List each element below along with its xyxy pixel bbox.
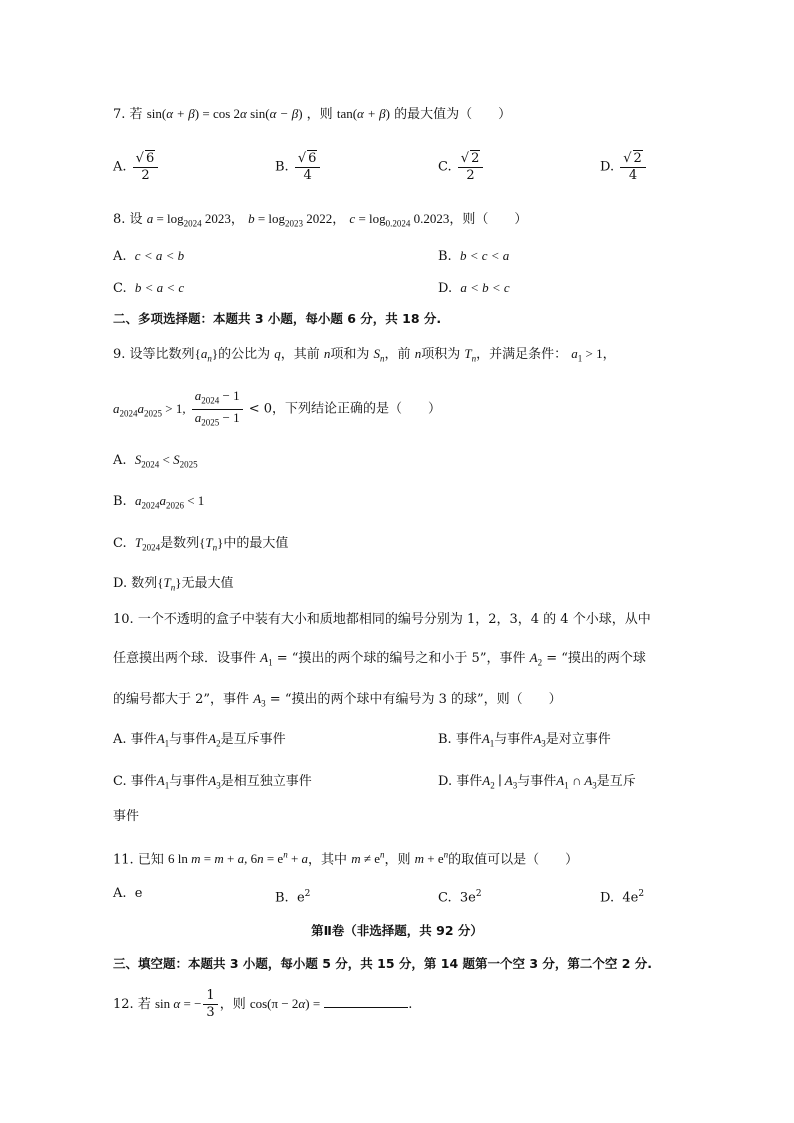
option-text: 与事件 [169, 774, 209, 789]
math-expression: $a_1 > 1$ [571, 346, 603, 364]
question-text: ，并满足条件： [476, 347, 568, 362]
fraction: $\frac{a_{2024} - 1}{a_{2025} - 1}$ [192, 388, 243, 430]
event-symbol: $A_1$ [260, 650, 273, 668]
option-label: A. [113, 249, 127, 264]
option-label: C. [113, 536, 127, 551]
question-text: 设 [129, 212, 143, 227]
question-text: = “摸出的两个球中有编号为 3 的球”，则（ [269, 692, 523, 707]
question-text: 的公比为 [218, 347, 271, 362]
event-symbol: $A_2$ ∣ $A_3$ [482, 773, 518, 791]
math-expression: sin(α + β) = cos 2α sin(α − β) [146, 106, 303, 121]
option-label: C. [113, 281, 127, 296]
option-text: 与事件 [494, 732, 534, 747]
option-text: 3e [459, 890, 476, 906]
question-text: 任意摸出两个球．设事件 [113, 651, 257, 666]
q8-option-d [438, 278, 510, 299]
option-exponent: 2 [304, 889, 311, 899]
q9-option-d [113, 573, 234, 598]
question-text: ，前 [384, 347, 411, 362]
option-label: D. [600, 159, 615, 175]
event-symbol: $A_3$ [253, 691, 266, 709]
fraction-denominator: 4 [628, 168, 638, 183]
question-10 [113, 610, 651, 630]
math-expression: $S_n$ [373, 346, 385, 364]
question-9 [113, 344, 616, 369]
question-number: 12. [113, 997, 134, 1012]
event-symbol: $A_1$ ∩ $A_3$ [556, 773, 597, 791]
math-expression: cos(π − 2α) = [249, 996, 321, 1011]
option-label: A. [113, 732, 127, 747]
log-base: 0.2024 [385, 218, 411, 229]
event-symbol: $A_2$ [529, 650, 543, 668]
math-expression: $a_{2024}a_{2025} > 1$, [113, 400, 186, 419]
question-11 [113, 845, 578, 870]
question-text: ） [498, 107, 512, 122]
event-symbol: $A_1$ [481, 731, 495, 749]
q8-option-a [113, 246, 184, 267]
math-expression: $m \ne e^n$ [351, 850, 385, 867]
option-label: D. [600, 890, 615, 906]
math-expression: 6 ln m = m + a, $6n = e^n + a$ [167, 850, 309, 867]
option-label: B. [275, 890, 289, 906]
fraction: $\frac{1}{3}$ [203, 988, 217, 1021]
question-text: ，则 [306, 107, 333, 122]
fraction-numerator: 2 [471, 151, 480, 166]
option-text: 事件 [456, 774, 483, 789]
option-text: 中的最大值 [223, 536, 289, 551]
event-symbol: $A_3$ [208, 773, 221, 791]
q10-option-d [438, 771, 636, 796]
option-text: 无最大值 [181, 576, 234, 591]
option-label: D. [113, 576, 128, 591]
question-text: ，则 [384, 852, 411, 868]
question-10-line-2 [113, 648, 646, 673]
question-8 [113, 209, 527, 234]
event-symbol: $A_3$ [533, 731, 546, 749]
option-text: 是互斥事件 [220, 732, 286, 747]
fraction-numerator: 6 [145, 151, 155, 166]
option-label: C. [438, 159, 452, 175]
q10-option-c [113, 771, 312, 796]
part-heading: 第Ⅱ卷（非选择题，共 92 分） [311, 923, 483, 938]
q11-option-b [275, 884, 310, 908]
fraction: $\frac{√ 2}{2}$ [458, 150, 484, 184]
q10-option-a [113, 729, 286, 754]
separator: ， [230, 212, 244, 227]
option-label: B. [438, 249, 452, 264]
option-text: 与事件 [517, 774, 557, 789]
question-number: 11. [113, 852, 134, 868]
math-expression: $a = \log_{2024} 2023$ [146, 211, 231, 229]
q9-option-a [113, 450, 198, 475]
event-symbol: $A_1$ [156, 731, 170, 749]
q11-option-d [600, 884, 644, 908]
q7-option-a [113, 150, 160, 184]
question-text: 已知 [137, 852, 164, 868]
q9-option-c [113, 533, 288, 558]
option-label: A. [113, 886, 127, 901]
fraction-numerator: 2 [633, 151, 642, 166]
question-text: ） [514, 212, 528, 227]
q11-option-c [438, 884, 482, 908]
math-expression: n [414, 346, 422, 361]
question-text: 项和为 [330, 347, 370, 362]
question-text: 的编号都大于 2”，事件 [113, 692, 250, 707]
log-argument: 0.2023 [413, 211, 450, 226]
question-text: ，其中 [308, 852, 348, 868]
question-text: ，其前 [280, 347, 320, 362]
fraction-numerator: 6 [308, 151, 317, 166]
question-text: ，下列结论正确的是（ [272, 401, 403, 417]
question-text: ） [428, 401, 442, 417]
question-9-line-2: $a_{2024}a_{2025} > 1$, $\frac{a_{2024} - 1}{a_{2025} - 1}$ < 0，下列结论正确的是（ ） [113, 388, 441, 430]
option-text: e [134, 886, 143, 901]
question-text: ） [548, 692, 562, 707]
math-expression: $b = \log_{2023} 2022$ [248, 211, 333, 229]
log-base: 2023 [285, 218, 304, 229]
q8-option-c [113, 278, 184, 299]
option-text: b < a < c [134, 280, 185, 295]
q11-option-a [113, 884, 143, 904]
section-heading: 二、多项选择题：本题共 3 小题，每小题 6 分，共 18 分. [113, 311, 442, 326]
fraction-denominator: 4 [303, 168, 312, 183]
q8-option-b [438, 246, 509, 267]
math-expression: tan(α + β) [336, 106, 390, 121]
option-text: 是对立事件 [545, 732, 611, 747]
math-expression: $\{T_n\}$ [157, 575, 182, 593]
q10-option-d-continued: 事件 [113, 809, 140, 824]
option-label: A. [113, 453, 127, 468]
question-text: 若 [129, 107, 143, 122]
math-expression: $\{a_n\}$ [194, 346, 219, 364]
period: . [408, 997, 413, 1012]
option-exponent: 2 [638, 889, 645, 899]
math-expression: sin α = − [154, 996, 202, 1011]
question-7 [113, 104, 511, 125]
question-text: 若 [137, 997, 151, 1012]
option-text: c < a < b [134, 248, 185, 263]
event-symbol: $A_1$ [156, 773, 170, 791]
option-text: 事件 [130, 774, 157, 789]
separator: ， [332, 212, 346, 227]
answer-blank[interactable] [324, 993, 408, 1008]
option-label: B. [275, 159, 289, 175]
fraction-denominator: 2 [141, 168, 150, 183]
option-label: B. [438, 732, 452, 747]
option-text: 是相互独立事件 [220, 774, 312, 789]
question-text: = “摸出的两个球的编号之和小于 5”，事件 [276, 651, 526, 666]
math-expression: $S_{2024} < S_{2025}$ [134, 452, 198, 470]
option-text: a < b < c [460, 280, 510, 295]
option-text: 4e [622, 890, 639, 906]
section-heading: 三、填空题：本题共 3 小题，每小题 5 分，共 15 分，第 14 题第一个空 3 分，第二个空 2 分. [113, 956, 653, 971]
option-label: D. [438, 774, 453, 789]
question-10-line-3 [113, 689, 562, 714]
fraction: $\frac{√ 6}{2}$ [133, 150, 159, 184]
math-expression: q [274, 346, 281, 361]
question-number: 7. [113, 107, 126, 122]
math-expression: $m + e^n$ [414, 850, 449, 867]
question-text: 一个不透明的盒子中装有大小和质地都相同的编号分别为 1，2，3，4 的 4 个小球，从中 [137, 612, 651, 627]
question-text: ，则（ [449, 212, 489, 227]
option-text: 是互斥 [596, 774, 636, 789]
option-label: C. [113, 774, 127, 789]
question-number: 10. [113, 612, 134, 627]
math-expression: $T_n$ [464, 346, 477, 364]
math-expression: $\{T_n\}$ [199, 535, 224, 553]
question-text: ， [602, 347, 616, 362]
option-text: e [296, 890, 305, 906]
option-text: 事件 [130, 732, 157, 747]
option-label: D. [438, 281, 453, 296]
q7-option-b [275, 150, 322, 184]
math-expression: $c = \log_{0.2024} 0.2023$ [349, 211, 450, 229]
option-label: B. [113, 494, 127, 509]
question-12 [113, 988, 412, 1021]
question-text: 的取值可以是（ [448, 852, 540, 868]
math-expression: $a_{2024}a_{2026} < 1$ [134, 493, 205, 511]
q9-option-b [113, 491, 204, 516]
math-expression: n [323, 346, 331, 361]
question-text: 项积为 [421, 347, 461, 362]
question-text: = “摸出的两个球 [546, 651, 646, 666]
option-exponent: 2 [475, 889, 482, 899]
option-label: A. [113, 159, 127, 175]
question-text: ，则 [219, 997, 246, 1012]
question-text: 的最大值为（ [394, 107, 473, 122]
math-expression: $T_{2024}$ [134, 535, 161, 553]
question-text: 设等比数列 [129, 347, 195, 362]
q7-option-d [600, 150, 648, 184]
option-text: b < c < a [459, 248, 510, 263]
log-argument: 2023 [204, 211, 231, 226]
question-text: ） [565, 852, 579, 868]
option-text: 与事件 [169, 732, 209, 747]
q7-option-c [438, 150, 485, 184]
fraction: $\frac{√ 2}{4}$ [620, 150, 646, 184]
log-argument: 2022 [306, 211, 333, 226]
question-number: 9. [113, 347, 126, 362]
fraction-denominator: 2 [466, 168, 475, 183]
q10-option-b [438, 729, 611, 754]
log-base: 2024 [183, 218, 202, 229]
option-text: 数列 [131, 576, 158, 591]
question-number: 8. [113, 212, 126, 227]
event-symbol: $A_2$ [208, 731, 221, 749]
fraction: $\frac{√ 6}{4}$ [295, 150, 321, 184]
option-text: 是数列 [160, 536, 200, 551]
option-label: C. [438, 890, 452, 906]
option-text: 事件 [455, 732, 482, 747]
